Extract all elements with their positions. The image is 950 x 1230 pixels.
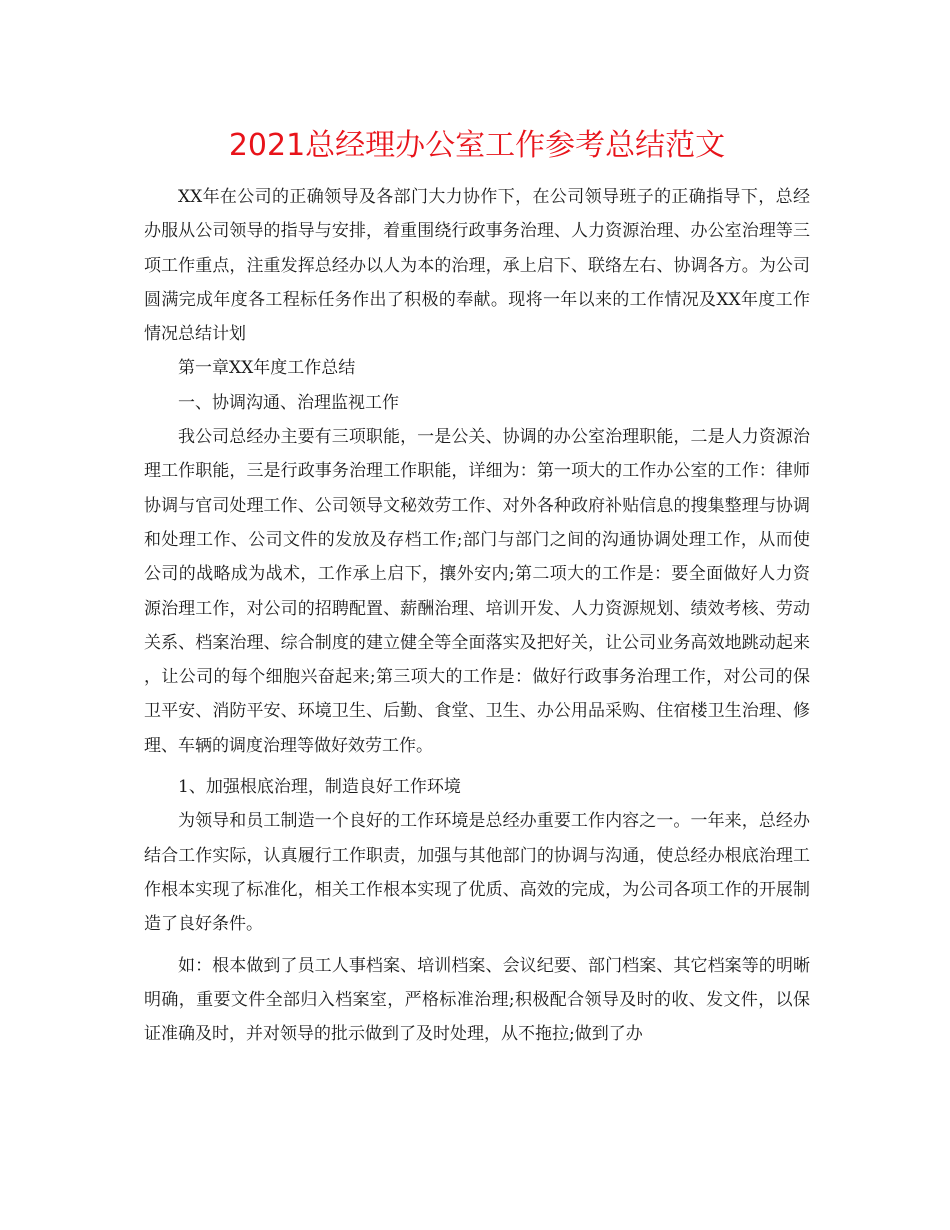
paragraph-intro: XX年在公司的正确领导及各部门大力协作下，在公司领导班子的正确指导下，总经办服从公司领导的指导与安排，着重围绕行政事务治理、人力资源治理、办公室治理等三项工作重点，注重发挥总经办以人为本的治理，承上启下、联络左右、协调各方。为公司圆满完成年度各工程标任务作出了积极的奉献。现将一年以来的工作情况及XX年度工作情况总结计划 bbox=[144, 187, 810, 345]
paragraph-example: 如：根本做到了员工人事档案、培训档案、会议纪要、部门档案、其它档案等的明晰明确，重要文件全部归入档案室，严格标准治理;积极配合领导及时的收、发文件，以保证准确及时，并对领导的批示做到了及时处理，从不拖拉;做到了办 bbox=[144, 955, 810, 1045]
section-heading: 一、协调沟通、治理监视工作 bbox=[178, 392, 399, 413]
paragraph-environment: 为领导和员工制造一个良好的工作环境是总经办重要工作内容之一。一年来，总经办结合工作实际，认真履行工作职责，加强与其他部门的协调与沟通，使总经办根底治理工作根本实现了标准化，相关工作根本实现了优质、高效的完成，为公司各项工作的开展制造了良好条件。 bbox=[144, 811, 810, 935]
subsection-heading: 1、加强根底治理，制造良好工作环境 bbox=[178, 777, 461, 798]
document-title: 2021总经理办公室工作参考总结范文 bbox=[228, 128, 726, 163]
chapter-heading: 第一章XX年度工作总结 bbox=[178, 358, 356, 379]
paragraph-functions: 我公司总经办主要有三项职能，一是公关、协调的办公室治理职能，二是人力资源治理工作职能，三是行政事务治理工作职能，详细为：第一项大的工作办公室的工作：律师协调与官司处理工作、公司领导文秘效劳工作、对外各种政府补贴信息的搜集整理与协调和处理工作、公司文件的发放及存档工作;部门与部门之间的沟通协调处理工作，从而使公司的战略成为战术，工作承上启下，攘外安内;第二项大的工作是：要全面做好人力资源治理工作，对公司的招聘配置、薪酬治理、培训开发、人力资源规划、绩效考核、劳动关系、档案治理、综合制度的建立健全等全面落实及把好关，让公司业务高效地跳动起来，让公司的每个细胞兴奋起来;第三项大的工作是：做好行政事务治理工作，对公司的保卫平安、消防平安、环境卫生、后勤、食堂、卫生、办公用品采购、住宿楼卫生治理、修理、车辆的调度治理等做好效劳工作。 bbox=[144, 427, 810, 756]
